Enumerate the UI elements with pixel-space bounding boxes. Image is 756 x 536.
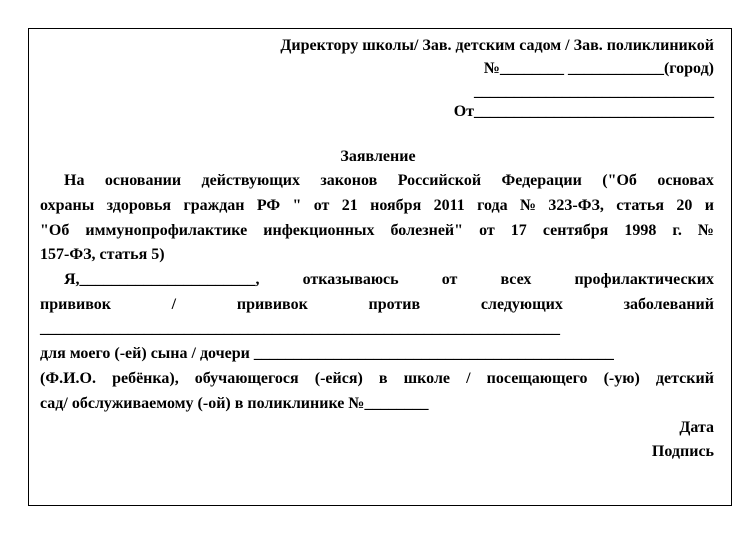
from-line: От______________________________ (453, 103, 714, 120)
paragraph3-line1: (Ф.И.О. ребёнка), обучающегося (-ейся) в школе / посещающего (-ую) детский (40, 370, 714, 387)
paragraph3-line2: сад/ обслуживаемому (-ой) в поликлинике №________ (40, 395, 429, 412)
date-label: Дата (679, 419, 714, 436)
addressee-line: Директору школы/ Зав. детским садом / Зав. поликлиникой (280, 37, 714, 54)
number-city-line: №________ ____________(город) (483, 60, 714, 77)
address-blank-line: ______________________________ (474, 83, 714, 100)
paragraph2-line2: прививок / прививок против следующих заболеваний (40, 296, 714, 313)
paragraph1-line2: охраны здоровья граждан РФ " от 21 ноября 2011 года № 323-ФЗ, статья 20 и (40, 197, 714, 214)
diseases-blank-line: _________________________________________________________________ (40, 320, 560, 337)
child-line: для моего (-ей) сына / дочери _____________________________________________ (40, 345, 614, 362)
signature-label: Подпись (651, 443, 714, 460)
paragraph1-line4: 157-ФЗ, статья 5) (40, 246, 165, 263)
paragraph1-line1: На основании действующих законов Российской Федерации ("Об основах (64, 172, 714, 189)
document-title: Заявление (340, 148, 416, 165)
paragraph1-line3: "Об иммунопрофилактике инфекционных болезней" от 17 сентября 1998 г. № (40, 222, 714, 239)
paragraph2-line1: Я,______________________, отказываюсь от всех профилактических (64, 271, 714, 288)
